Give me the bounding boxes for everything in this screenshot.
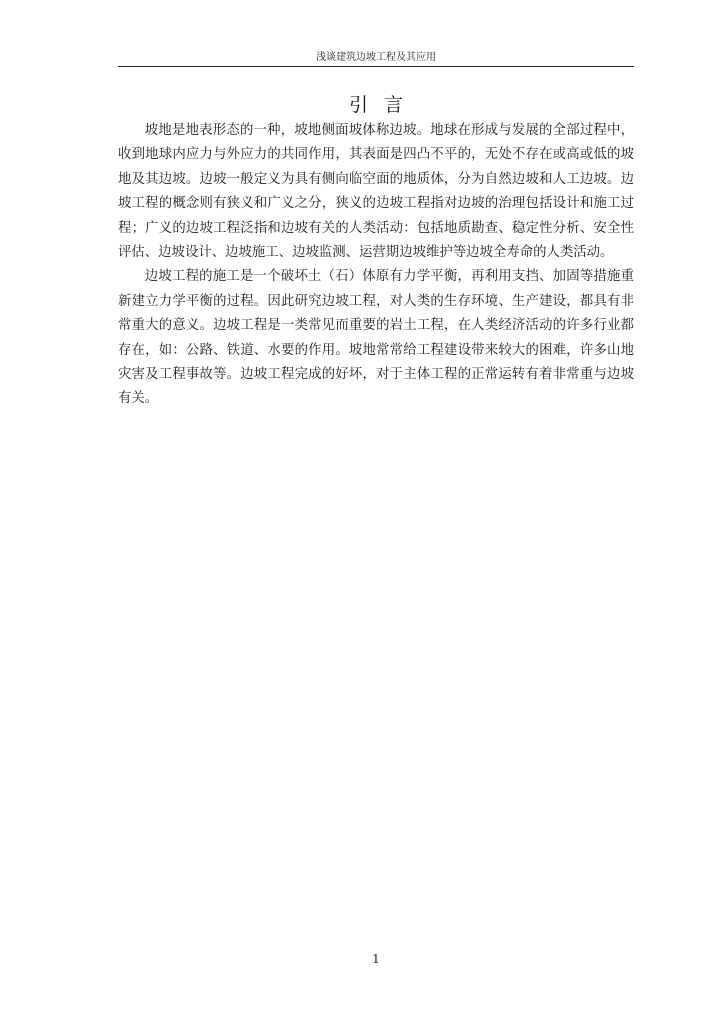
paragraph-2: 边坡工程的施工是一个破坏土（石）体原有力学平衡，再利用支挡、加固等措施重新建立力学平衡的过程。因此研究边坡工程，对人类的生存环境、生产建设，都具有非常重大的意义。边坡工程是一类常见而重要的岩土工程，在人类经济活动的许多行业都存在，如：公路、铁道、水要的作用。坡地常常给工程建设带来较大的困难，许多山地灾害及工程事故等。边坡工程完成的好坏，对于主体工程的正常运转有着非常重与边坡有关。 — [118, 269, 634, 407]
section-title: 引言 — [348, 94, 419, 116]
body-text — [118, 119, 634, 412]
running-header: 浅谈建筑边坡工程及其应用 — [118, 50, 634, 67]
paragraph-1: 坡地是地表形态的一种，坡地侧面坡体称边坡。地球在形成与发展的全部过程中，收到地球内应力与外应力的共同作用，其表面是四凸不平的，无处不存在或高或低的坡地及其边坡。边坡一般定义为具有侧向临空面的地质体，分为自然边坡和人工边坡。边坡工程的概念则有狭义和广义之分，狭义的边坡工程指对边坡的治理包括设计和施工过程；广义的边坡工程泛指和边坡有关的人类活动：包括地质勘查、稳定性分析、安全性评估、边坡设计、边坡施工、边坡监测、运营期边坡维护等边坡全寿命的人类活动。 — [118, 123, 634, 261]
page-number: 1 — [372, 952, 380, 966]
